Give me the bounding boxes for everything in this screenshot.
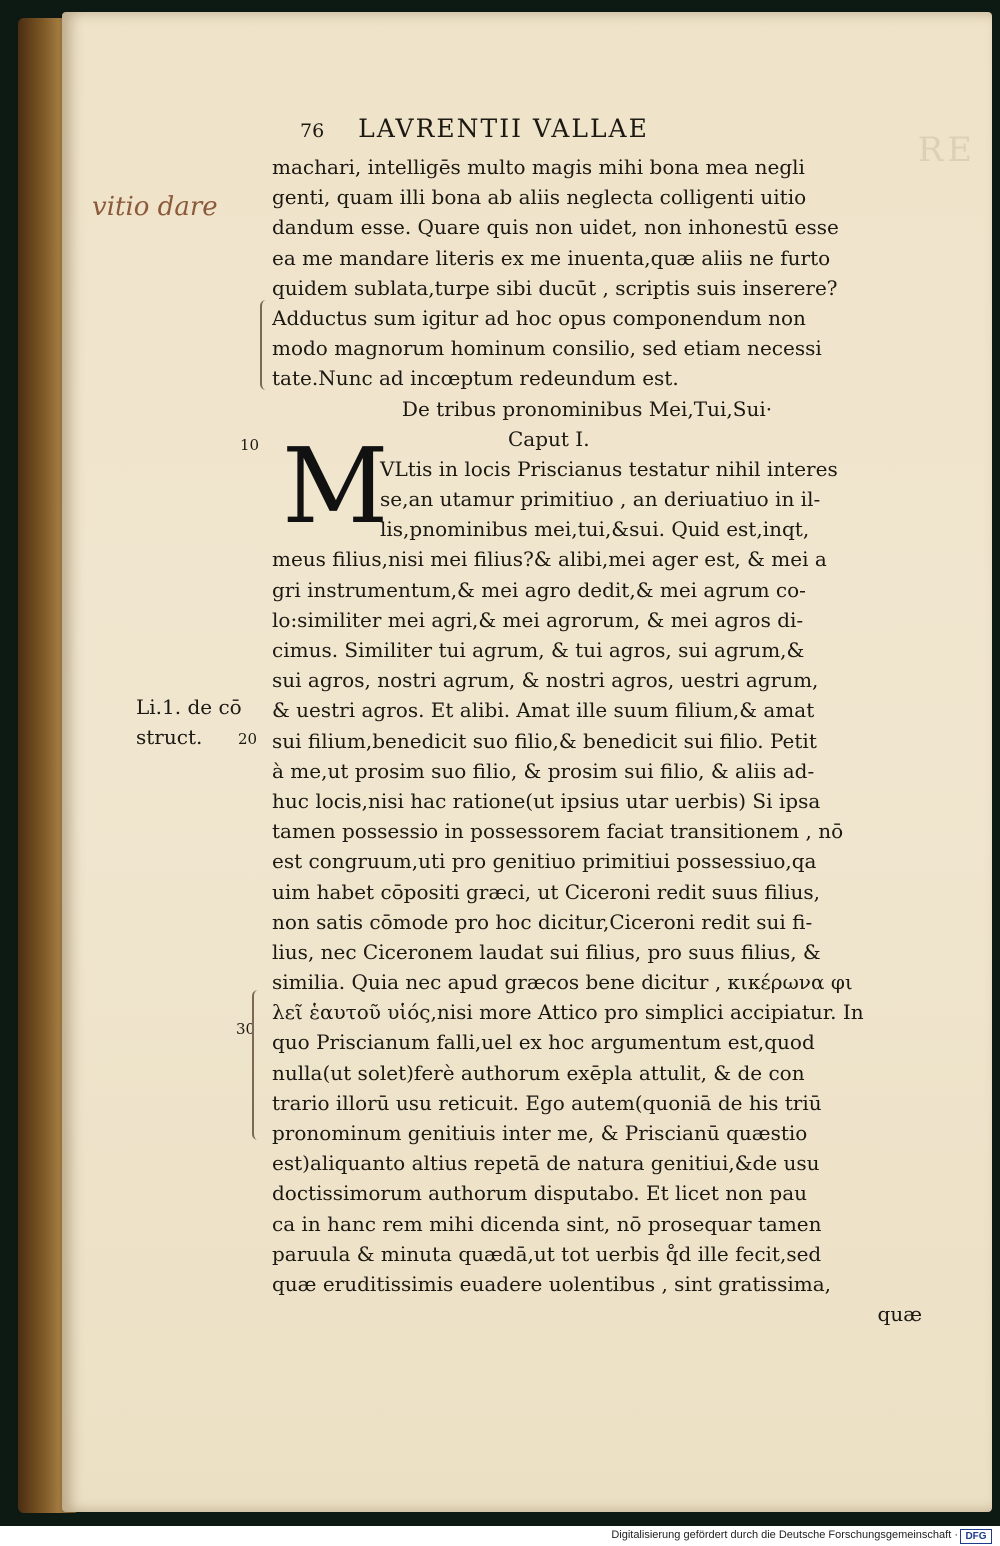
chapter-number: Caput I. bbox=[508, 426, 590, 451]
text-line: lius, nec Ciceronem laudat sui filius, pro suus filius, & bbox=[272, 939, 821, 964]
running-title: LAVRENTII VALLAE bbox=[358, 114, 649, 143]
text-line: quo Priscianum falli,uel ex hoc argumentum est,quod bbox=[272, 1030, 815, 1055]
text-line: & uestri agros. Et alibi. Amat ille suum filium,& amat bbox=[272, 698, 815, 723]
text-line: similia. Quia nec apud græcos bene dicitur , κικέρωνα φι bbox=[272, 970, 853, 995]
dfg-logo: DFG bbox=[960, 1529, 992, 1544]
margin-bracket-lower bbox=[252, 990, 264, 1140]
margin-citation bbox=[136, 692, 242, 752]
text-line: sui agros, nostri agrum, & nostri agros, uestri agrum, bbox=[272, 668, 819, 693]
text-line: doctissimorum authorum disputabo. Et licet non pau bbox=[272, 1181, 807, 1206]
page-number: 76 bbox=[300, 120, 325, 142]
page-header bbox=[300, 114, 649, 143]
footer-credit: Digitalisierung gefördert durch die Deutsche Forschungsgemeinschaft · bbox=[611, 1529, 958, 1541]
text-line: gri instrumentum,& mei agro dedit,& mei agrum co- bbox=[272, 577, 806, 602]
text-line: huc locis,nisi hac ratione(ut ipsius utar uerbis) Si ipsa bbox=[272, 788, 821, 813]
text-line: se,an utamur primitiuo , an deriuatiuo in il- bbox=[380, 487, 821, 512]
text-line: lis,pnominibus mei,tui,&sui. Quid est,inqt, bbox=[380, 517, 810, 542]
text-line: ca in hanc rem mihi dicenda sint, nō prosequar tamen bbox=[272, 1211, 822, 1236]
chapter-heading: De tribus pronominibus Mei,Tui,Sui· bbox=[401, 396, 773, 421]
text-line: VLtis in locis Priscianus testatur nihil interes bbox=[380, 456, 838, 481]
line-number-30: 30 bbox=[236, 1020, 256, 1038]
text-line: est congruum,uti pro genitiuo primitiui possessiuo,qa bbox=[272, 849, 817, 874]
margin-citation-line-1: Li.1. de cō bbox=[136, 695, 242, 719]
text-line: pronominum genitiuis inter me, & Priscianū quæstio bbox=[272, 1121, 808, 1145]
text-line: nulla(ut solet)ferè authorum exēpla attulit, & de con bbox=[272, 1060, 805, 1085]
text-line: uim habet cōpositi græci, ut Ciceroni redit suus filius, bbox=[272, 879, 820, 904]
text-line: non satis cōmode pro hoc dicitur,Ciceroni redit sui fi- bbox=[272, 909, 813, 934]
text-line: genti, quam illi bona ab aliis neglecta colligenti uitio bbox=[272, 185, 807, 210]
line-number-20: 20 bbox=[238, 730, 258, 748]
text-line: ea me mandare literis ex me inuenta,quæ aliis ne furto bbox=[272, 245, 831, 270]
text-line: tamen possessio in possessorem faciat transitionem , nō bbox=[272, 819, 844, 844]
text-line: est)aliquanto altius repetā de natura genitiui,&de usu bbox=[272, 1151, 820, 1176]
text-line: meus filius,nisi mei filius?& alibi,mei ager est, & mei a bbox=[272, 547, 827, 572]
body-text bbox=[272, 152, 942, 1329]
text-line: à me,ut prosim suo filio, & prosim sui filio, & aliis ad- bbox=[272, 758, 815, 783]
drop-capital: M bbox=[282, 425, 389, 547]
text-line: dandum esse. Quare quis non uidet, non inhonestū esse bbox=[272, 215, 839, 240]
text-line: modo magnorum hominum consilio, sed etiam necessi bbox=[272, 336, 822, 361]
handwritten-margin-note: vitio dare bbox=[92, 192, 218, 222]
margin-citation-line-2: struct. bbox=[136, 725, 203, 749]
catchword: quæ bbox=[877, 1302, 922, 1327]
text-line: quidem sublata,turpe sibi ducūt , scriptis suis inserere? bbox=[272, 275, 838, 300]
bleed-through-ghost: RE bbox=[917, 130, 976, 170]
margin-bracket-upper bbox=[260, 300, 272, 390]
text-line: λεῖ ἑαυτοῦ υἱός,nisi more Attico pro simplici accipiatur. In bbox=[272, 1000, 864, 1025]
text-line: lo:similiter mei agri,& mei agrorum, & mei agros di- bbox=[272, 607, 804, 632]
line-number-10: 10 bbox=[240, 436, 260, 454]
text-line: Adductus sum igitur ad hoc opus componendum non bbox=[272, 305, 806, 330]
text-line: sui filium,benedicit suo filio,& benedicit sui filio. Petit bbox=[272, 728, 817, 753]
text-line: trario illorū usu reticuit. Ego autem(quoniā de his triū bbox=[272, 1090, 822, 1115]
text-line: paruula & minuta quædā,ut tot uerbis q̊d ille fecit,sed bbox=[272, 1241, 822, 1266]
text-line: quæ eruditissimis euadere uolentibus , sint gratissima, bbox=[272, 1271, 832, 1296]
text-line: tate.Nunc ad incœptum redeundum est. bbox=[272, 366, 679, 391]
text-line: cimus. Similiter tui agrum, & tui agros, sui agrum,& bbox=[272, 638, 805, 662]
text-line: machari, intelligēs multo magis mihi bona mea negli bbox=[272, 155, 805, 179]
